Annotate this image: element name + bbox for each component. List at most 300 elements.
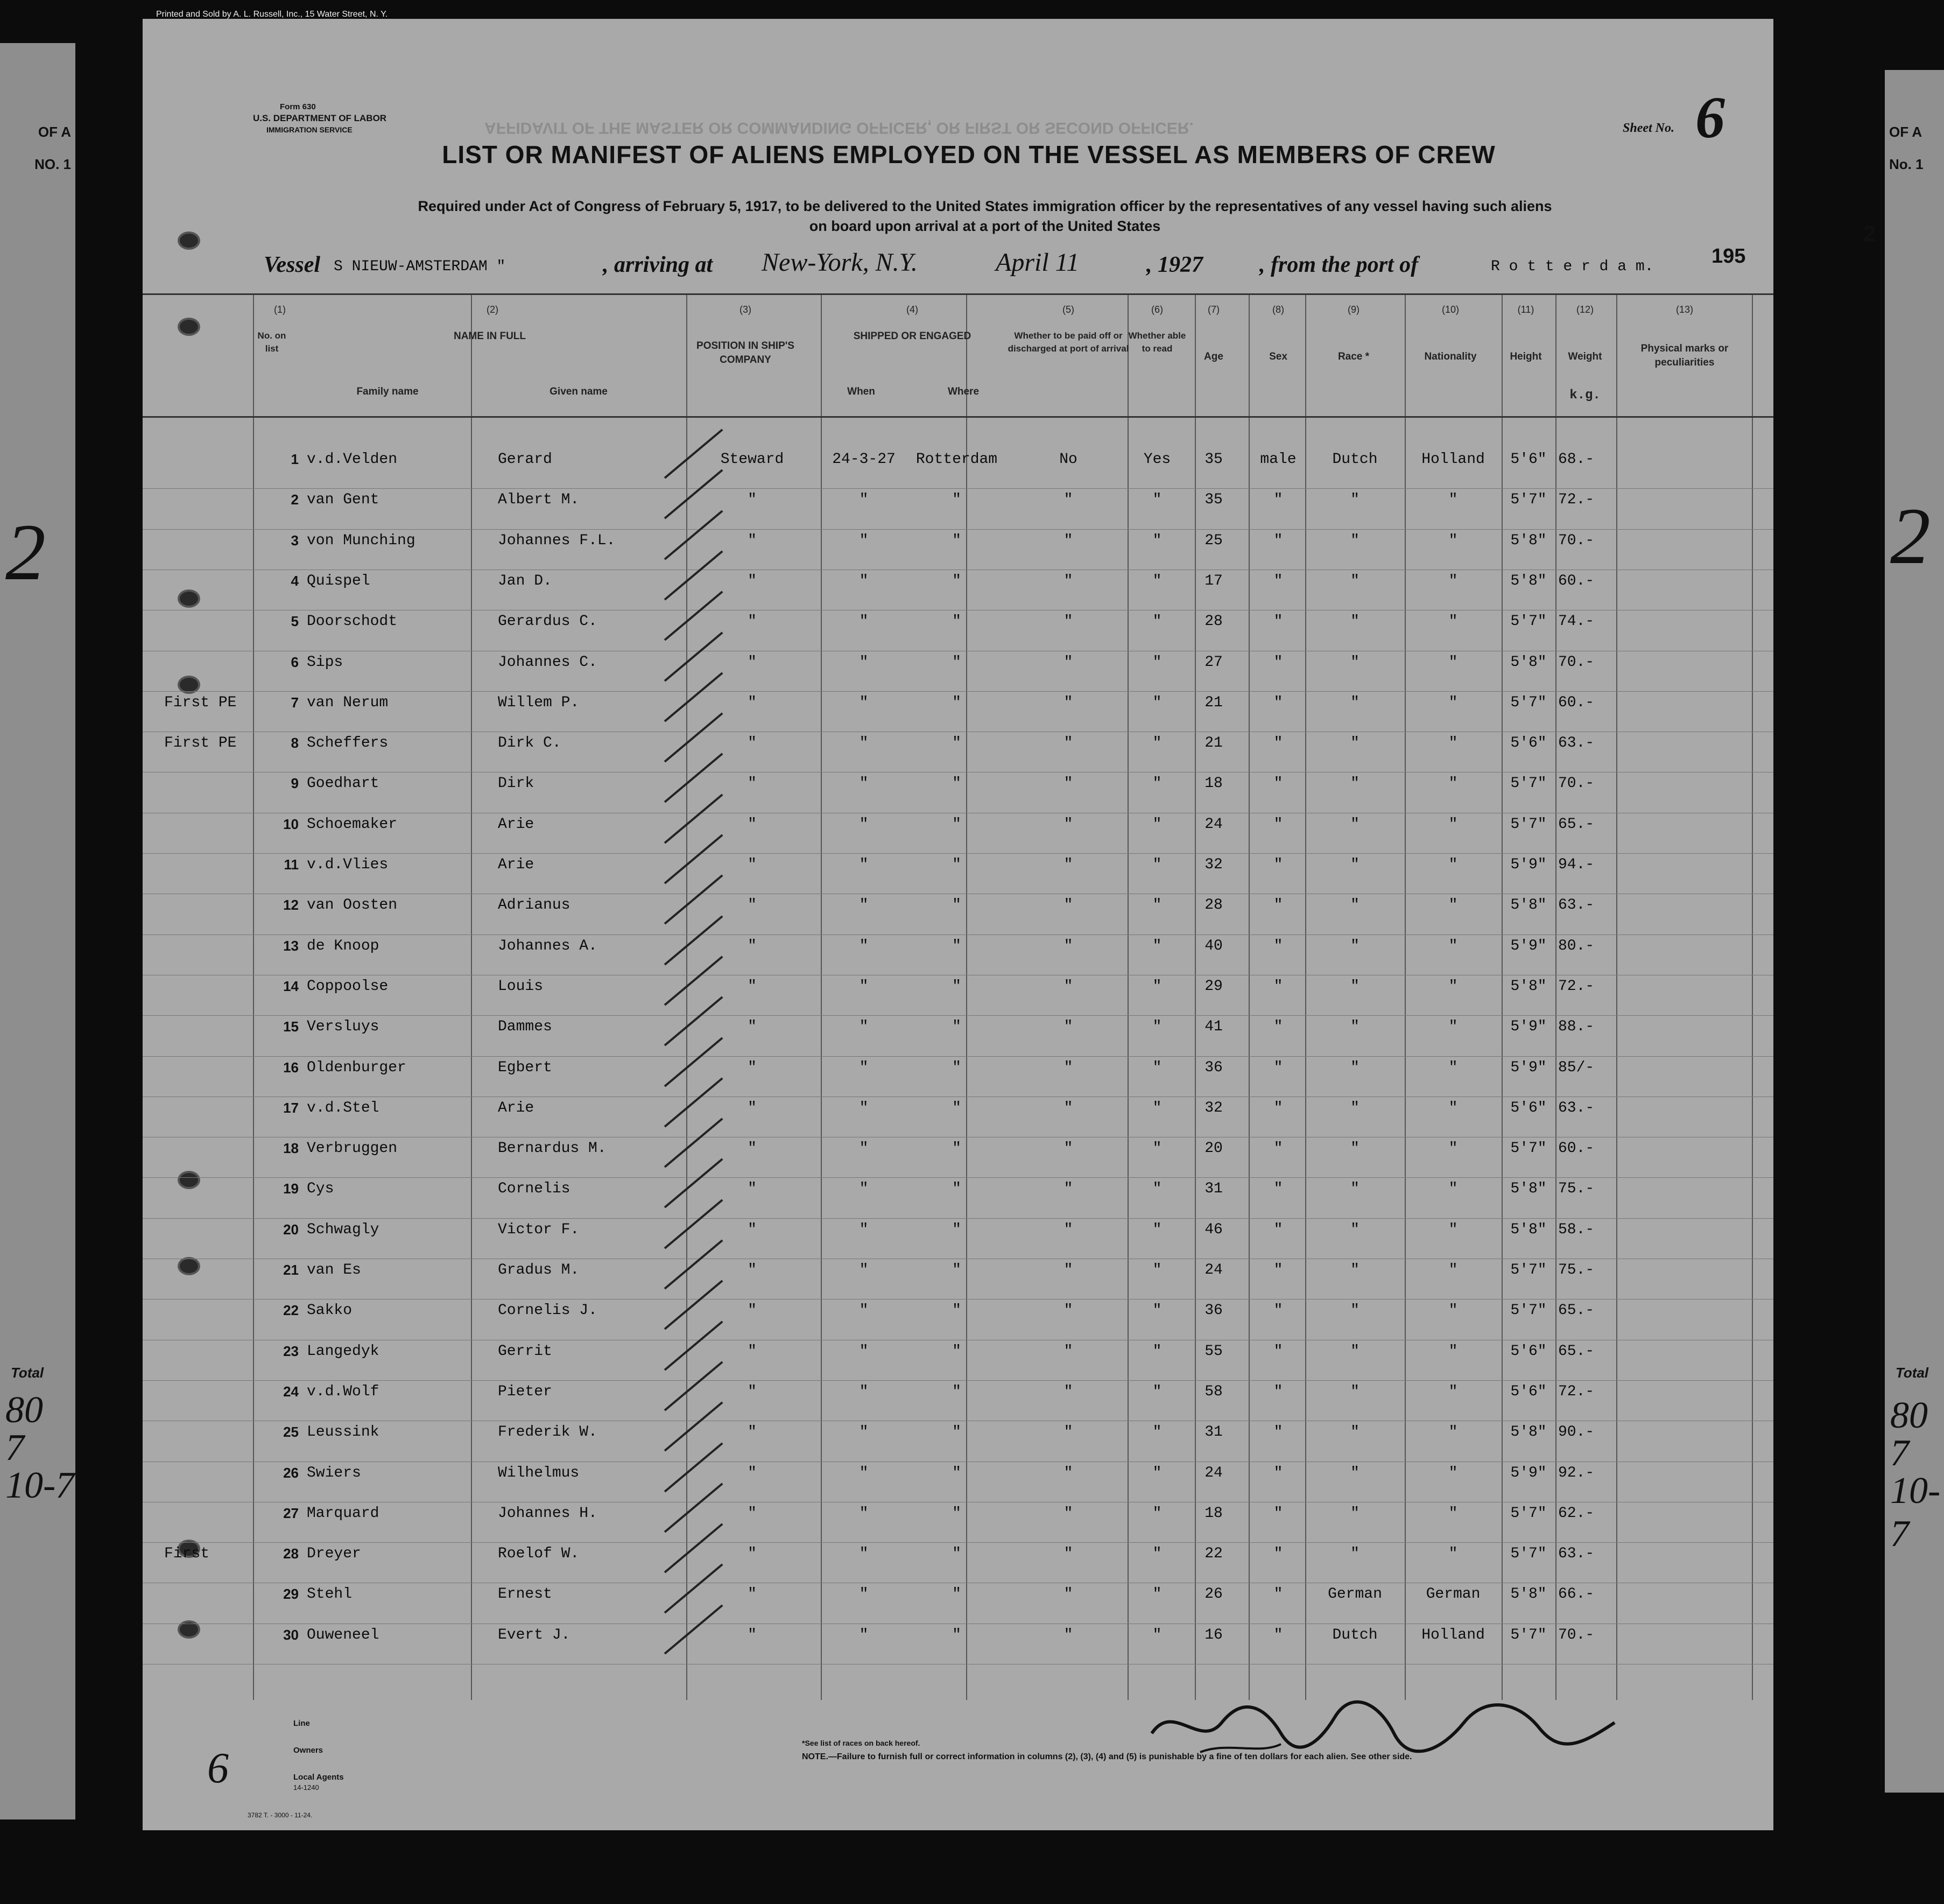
cell-sex: " bbox=[1273, 816, 1283, 833]
cell-race: " bbox=[1350, 573, 1360, 589]
cell-nationality: " bbox=[1448, 613, 1458, 630]
cell-position: " bbox=[748, 938, 757, 954]
cell-family: Marquard bbox=[307, 1505, 379, 1522]
cell-family: van Oosten bbox=[307, 897, 398, 914]
cell-paid-off: " bbox=[1063, 1018, 1073, 1035]
cell-no: 20 bbox=[283, 1221, 299, 1238]
cell-race: Dutch bbox=[1332, 1627, 1378, 1643]
cell-where: " bbox=[952, 1424, 961, 1441]
cell-age: 36 bbox=[1205, 1302, 1223, 1319]
cell-read: " bbox=[1152, 1018, 1162, 1035]
cell-weight: 70.- bbox=[1558, 775, 1595, 792]
cell-age: 55 bbox=[1205, 1343, 1223, 1360]
cell-age: 41 bbox=[1205, 1018, 1223, 1035]
cell-weight: 63.- bbox=[1558, 1100, 1595, 1116]
sheet-label: Sheet No. bbox=[1623, 121, 1674, 135]
cell-sex: " bbox=[1273, 1505, 1283, 1522]
row-rule bbox=[143, 691, 1773, 692]
weight-unit: k.g. bbox=[1569, 388, 1601, 403]
cell-read: " bbox=[1152, 1545, 1162, 1562]
cell-read: " bbox=[1152, 1383, 1162, 1400]
cell-sex: " bbox=[1273, 735, 1283, 751]
cell-when: " bbox=[859, 1262, 869, 1278]
cell-position: " bbox=[748, 1586, 757, 1603]
cell-read: " bbox=[1152, 491, 1162, 508]
cell-race: " bbox=[1350, 735, 1360, 751]
cell-race: " bbox=[1350, 1465, 1360, 1481]
cell-where: " bbox=[952, 1140, 961, 1157]
cell-read: " bbox=[1152, 1505, 1162, 1522]
cell-given: Gerardus C. bbox=[498, 613, 597, 630]
cell-when: " bbox=[859, 856, 869, 873]
cell-age: 58 bbox=[1205, 1383, 1223, 1400]
cell-race: " bbox=[1350, 856, 1360, 873]
cell-height: 5'7" bbox=[1510, 694, 1547, 711]
cell-sex: " bbox=[1273, 897, 1283, 914]
cell-no: 26 bbox=[283, 1465, 299, 1481]
cell-nationality: " bbox=[1448, 491, 1458, 508]
col-number: (7) bbox=[1208, 304, 1220, 315]
cell-family: Verbruggen bbox=[307, 1140, 398, 1157]
cell-nationality: " bbox=[1448, 694, 1458, 711]
cell-position: " bbox=[748, 816, 757, 833]
col-header-age: Age bbox=[1204, 351, 1223, 362]
cell-paid-off: " bbox=[1063, 1302, 1073, 1319]
cell-where: " bbox=[952, 1018, 961, 1035]
cell-given: Frederik W. bbox=[498, 1424, 597, 1441]
col-number: (3) bbox=[739, 304, 751, 315]
cell-read: " bbox=[1152, 897, 1162, 914]
cell-no: 18 bbox=[283, 1140, 299, 1156]
cell-race: " bbox=[1350, 1545, 1360, 1562]
cell-sex: " bbox=[1273, 573, 1283, 589]
cell-height: 5'6" bbox=[1510, 1100, 1547, 1116]
cell-no: 22 bbox=[283, 1302, 299, 1318]
cell-paid-off: " bbox=[1063, 1262, 1073, 1278]
cell-where: " bbox=[952, 654, 961, 671]
cell-family: v.d.Velden bbox=[307, 451, 398, 468]
cell-where: " bbox=[952, 1465, 961, 1481]
cell-sex: " bbox=[1273, 938, 1283, 954]
service: IMMIGRATION SERVICE bbox=[266, 125, 353, 134]
cell-age: 26 bbox=[1205, 1586, 1223, 1603]
cell-nationality: " bbox=[1448, 1100, 1458, 1116]
line-label: Line bbox=[293, 1719, 310, 1728]
col-header-able-to-read: Whether able to read bbox=[1128, 331, 1186, 354]
cell-position: " bbox=[748, 1100, 757, 1116]
cell-read: " bbox=[1152, 1465, 1162, 1481]
cell-when: " bbox=[859, 1505, 869, 1522]
cell-read: " bbox=[1152, 1100, 1162, 1116]
cell-where: " bbox=[952, 613, 961, 630]
cell-weight: 63.- bbox=[1558, 1545, 1595, 1562]
cell-given: Dirk C. bbox=[498, 735, 561, 751]
cell-given: Bernardus M. bbox=[498, 1140, 607, 1157]
cell-sex: " bbox=[1273, 1181, 1283, 1197]
cell-race: " bbox=[1350, 1424, 1360, 1441]
cell-when: " bbox=[859, 735, 869, 751]
right-margin-mark: 2 bbox=[1890, 491, 1931, 581]
cell-paid-off: " bbox=[1063, 1465, 1073, 1481]
cell-no: 12 bbox=[283, 897, 299, 913]
cell-height: 5'8" bbox=[1510, 654, 1547, 671]
col-number: (4) bbox=[906, 304, 918, 315]
right-adjacent-page bbox=[1863, 70, 1944, 1793]
cell-paid-off: " bbox=[1063, 491, 1073, 508]
printer-imprint: Printed and Sold by A. L. Russell, Inc., 15 Water Street, N. Y. bbox=[156, 10, 388, 19]
cell-where: Rotterdam bbox=[915, 451, 998, 468]
col-header-nationality: Nationality bbox=[1424, 351, 1477, 362]
cell-paid-off: " bbox=[1063, 978, 1073, 995]
cell-family: Dreyer bbox=[307, 1545, 361, 1562]
cell-age: 32 bbox=[1205, 1100, 1223, 1116]
cell-paid-off: " bbox=[1063, 897, 1073, 914]
cell-height: 5'9" bbox=[1510, 1465, 1547, 1481]
cell-paid-off: " bbox=[1063, 816, 1073, 833]
cell-age: 18 bbox=[1205, 775, 1223, 792]
cell-height: 5'8" bbox=[1510, 1181, 1547, 1197]
cell-height: 5'7" bbox=[1510, 491, 1547, 508]
cell-read: " bbox=[1152, 775, 1162, 792]
cell-family: Versluys bbox=[307, 1018, 379, 1035]
cell-race: " bbox=[1350, 1100, 1360, 1116]
cell-height: 5'7" bbox=[1510, 816, 1547, 833]
cell-position: " bbox=[748, 1343, 757, 1360]
cell-nationality: " bbox=[1448, 1424, 1458, 1441]
cell-no: 17 bbox=[283, 1100, 299, 1116]
cell-paid-off: " bbox=[1063, 856, 1073, 873]
cell-weight: 72.- bbox=[1558, 491, 1595, 508]
cell-height: 5'8" bbox=[1510, 1586, 1547, 1603]
cell-weight: 92.- bbox=[1558, 1465, 1595, 1481]
cell-given: Gerrit bbox=[498, 1343, 552, 1360]
department: U.S. DEPARTMENT OF LABOR bbox=[253, 113, 387, 123]
cell-position: " bbox=[748, 1140, 757, 1157]
cell-sex: " bbox=[1273, 491, 1283, 508]
cell-sex: " bbox=[1273, 654, 1283, 671]
cell-paid-off: " bbox=[1063, 1383, 1073, 1400]
cell-weight: 74.- bbox=[1558, 613, 1595, 630]
sheet-number: 6 bbox=[1695, 85, 1725, 150]
cell-no: 15 bbox=[283, 1018, 299, 1035]
cell-when: " bbox=[859, 816, 869, 833]
cell-when: " bbox=[859, 978, 869, 995]
left-total-value: 10-7 bbox=[5, 1465, 75, 1506]
col-number: (10) bbox=[1441, 304, 1459, 315]
cell-height: 5'8" bbox=[1510, 978, 1547, 995]
cell-given: Wilhelmus bbox=[498, 1465, 580, 1481]
cell-race: " bbox=[1350, 1343, 1360, 1360]
cell-family: Doorschodt bbox=[307, 613, 398, 630]
page-title: LIST OR MANIFEST OF ALIENS EMPLOYED ON THE VESSEL AS MEMBERS OF CREW bbox=[442, 140, 1496, 168]
cell-read: Yes bbox=[1143, 451, 1171, 468]
cell-age: 29 bbox=[1205, 978, 1223, 995]
cell-read: " bbox=[1152, 1059, 1162, 1076]
cell-position: " bbox=[748, 532, 757, 549]
cell-given: Arie bbox=[498, 816, 534, 833]
cell-when: " bbox=[859, 573, 869, 589]
cell-age: 36 bbox=[1205, 1059, 1223, 1076]
cell-where: " bbox=[952, 978, 961, 995]
cell-weight: 70.- bbox=[1558, 654, 1595, 671]
cell-nationality: " bbox=[1448, 654, 1458, 671]
cell-given: Louis bbox=[498, 978, 544, 995]
cell-age: 46 bbox=[1205, 1221, 1223, 1238]
cell-family: Cys bbox=[307, 1181, 334, 1197]
cell-position: " bbox=[748, 897, 757, 914]
cell-height: 5'7" bbox=[1510, 1302, 1547, 1319]
cell-when: " bbox=[859, 1424, 869, 1441]
cell-nationality: Holland bbox=[1421, 1627, 1485, 1643]
cell-nationality: " bbox=[1448, 856, 1458, 873]
cell-given: Cornelis bbox=[498, 1181, 570, 1197]
cell-race: " bbox=[1350, 532, 1360, 549]
cell-family: Swiers bbox=[307, 1465, 361, 1481]
cell-nationality: " bbox=[1448, 573, 1458, 589]
cell-position: " bbox=[748, 654, 757, 671]
cell-age: 40 bbox=[1205, 938, 1223, 954]
cell-weight: 58.- bbox=[1558, 1221, 1595, 1238]
cell-weight: 65.- bbox=[1558, 1302, 1595, 1319]
arrival-port: New-York, N.Y. bbox=[762, 248, 918, 277]
cell-no: 4 bbox=[291, 573, 299, 589]
cell-given: Gradus M. bbox=[498, 1262, 580, 1278]
cell-race: " bbox=[1350, 1505, 1360, 1522]
cell-age: 28 bbox=[1205, 613, 1223, 630]
cell-paid-off: " bbox=[1063, 694, 1073, 711]
col-header-physical-marks: Physical marks or peculiarities bbox=[1640, 343, 1729, 368]
cell-given: Dammes bbox=[498, 1018, 552, 1035]
cell-position: " bbox=[748, 573, 757, 589]
reversed-affidavit-heading: AFFIDAVIT OF THE MASTER OR COMMANDING OFFICER, OR FIRST OR SECOND OFFICER. bbox=[484, 119, 1194, 137]
cell-height: 5'7" bbox=[1510, 1627, 1547, 1643]
cell-nationality: " bbox=[1448, 897, 1458, 914]
right-total-value: 10-7 bbox=[1890, 1470, 1941, 1555]
left-tab-label: NO. 1 bbox=[34, 156, 71, 172]
cell-height: 5'8" bbox=[1510, 1221, 1547, 1238]
col-header-given-name: Given name bbox=[550, 386, 608, 397]
cell-where: " bbox=[952, 816, 961, 833]
cell-nationality: " bbox=[1448, 1018, 1458, 1035]
cell-weight: 90.- bbox=[1558, 1424, 1595, 1441]
cell-given: Victor F. bbox=[498, 1221, 580, 1238]
cell-read: " bbox=[1152, 613, 1162, 630]
cell-sex: " bbox=[1273, 613, 1283, 630]
col-header-position: POSITION IN SHIP'S COMPANY bbox=[696, 340, 794, 366]
cell-nationality: " bbox=[1448, 1140, 1458, 1157]
cell-height: 5'7" bbox=[1510, 613, 1547, 630]
cell-position: " bbox=[748, 1424, 757, 1441]
cell-sex: " bbox=[1273, 1302, 1283, 1319]
cell-nationality: " bbox=[1448, 1181, 1458, 1197]
cell-nationality: " bbox=[1448, 1545, 1458, 1562]
col-number: (2) bbox=[487, 304, 498, 315]
cell-paid-off: " bbox=[1063, 1505, 1073, 1522]
col-number: (12) bbox=[1576, 304, 1594, 315]
cell-position: " bbox=[748, 1627, 757, 1643]
cell-where: " bbox=[952, 1627, 961, 1643]
cell-height: 5'6" bbox=[1510, 1383, 1547, 1400]
row-rule bbox=[143, 1056, 1773, 1057]
col-header-name: NAME IN FULL bbox=[453, 331, 526, 342]
cell-no: 30 bbox=[283, 1627, 299, 1643]
cell-read: " bbox=[1152, 816, 1162, 833]
row-rule bbox=[143, 1015, 1773, 1016]
cell-paid-off: " bbox=[1063, 1059, 1073, 1076]
col-number: (11) bbox=[1517, 304, 1534, 315]
cell-family: v.d.Vlies bbox=[307, 856, 389, 873]
cell-weight: 80.- bbox=[1558, 938, 1595, 954]
cell-weight: 75.- bbox=[1558, 1262, 1595, 1278]
cell-race: " bbox=[1350, 613, 1360, 630]
cell-where: " bbox=[952, 1302, 961, 1319]
cell-height: 5'8" bbox=[1510, 532, 1547, 549]
cell-read: " bbox=[1152, 1302, 1162, 1319]
right-total-value: 80 bbox=[1890, 1395, 1928, 1436]
penalty-note: NOTE.—Failure to furnish full or correct information in columns (2), (3), (4) and (5) is punishable by a fine of ten dollars for each alien. See other side. bbox=[802, 1752, 1412, 1761]
cell-age: 16 bbox=[1205, 1627, 1223, 1643]
cell-position: " bbox=[748, 978, 757, 995]
cell-age: 35 bbox=[1205, 451, 1223, 468]
cell-where: " bbox=[952, 897, 961, 914]
cell-when: " bbox=[859, 1059, 869, 1076]
cell-height: 5'7" bbox=[1510, 775, 1547, 792]
cell-family: v.d.Wolf bbox=[307, 1383, 379, 1400]
left-total-value: 80 bbox=[5, 1389, 43, 1431]
cell-when: " bbox=[859, 1181, 869, 1197]
cell-weight: 60.- bbox=[1558, 1140, 1595, 1157]
cell-where: " bbox=[952, 1383, 961, 1400]
cell-height: 5'6" bbox=[1510, 451, 1547, 468]
cell-race: " bbox=[1350, 938, 1360, 954]
cell-given: Cornelis J. bbox=[498, 1302, 597, 1319]
cell-where: " bbox=[952, 1059, 961, 1076]
cell-weight: 60.- bbox=[1558, 573, 1595, 589]
cell-age: 21 bbox=[1205, 694, 1223, 711]
cell-family: Schwagly bbox=[307, 1221, 379, 1238]
cell-where: " bbox=[952, 1586, 961, 1603]
cell-read: " bbox=[1152, 1627, 1162, 1643]
cell-paid-off: " bbox=[1063, 1343, 1073, 1360]
right-total-value: 7 bbox=[1890, 1432, 1909, 1474]
cell-given: Adrianus bbox=[498, 897, 570, 914]
cell-given: Roelof W. bbox=[498, 1545, 580, 1562]
cell-nationality: " bbox=[1448, 1505, 1458, 1522]
cell-nationality: " bbox=[1448, 816, 1458, 833]
col-header-sex: Sex bbox=[1269, 351, 1287, 362]
cell-race: " bbox=[1350, 694, 1360, 711]
cell-nationality: " bbox=[1448, 1221, 1458, 1238]
cell-no: 27 bbox=[283, 1505, 299, 1521]
right-tab-label: No. 1 bbox=[1889, 156, 1924, 172]
cell-sex: " bbox=[1273, 1545, 1283, 1562]
cell-where: " bbox=[952, 735, 961, 751]
cell-position: " bbox=[748, 856, 757, 873]
row-rule bbox=[143, 1177, 1773, 1178]
cell-paid-off: " bbox=[1063, 938, 1073, 954]
cell-when: 24-3-27 bbox=[832, 451, 896, 468]
left-tab-label: OF A bbox=[38, 124, 71, 140]
cell-family: Ouweneel bbox=[307, 1627, 379, 1643]
cell-read: " bbox=[1152, 1262, 1162, 1278]
cell-age: 35 bbox=[1205, 491, 1223, 508]
cell-given: Johannes C. bbox=[498, 654, 597, 671]
cell-sex: " bbox=[1273, 856, 1283, 873]
cell-race: " bbox=[1350, 978, 1360, 995]
cell-age: 24 bbox=[1205, 816, 1223, 833]
signature bbox=[1141, 1690, 1652, 1766]
cell-where: " bbox=[952, 491, 961, 508]
cell-when: " bbox=[859, 1100, 869, 1116]
cell-paid-off: " bbox=[1063, 1140, 1073, 1157]
subtitle-line-2: on board upon arrival at a port of the United States bbox=[809, 218, 1161, 234]
cell-age: 27 bbox=[1205, 654, 1223, 671]
col-header-family-name: Family name bbox=[356, 386, 419, 397]
row-rule bbox=[143, 529, 1773, 530]
cell-given: Johannes H. bbox=[498, 1505, 597, 1522]
cell-age: 24 bbox=[1205, 1465, 1223, 1481]
cell-sex: " bbox=[1273, 1424, 1283, 1441]
cell-family: Coppoolse bbox=[307, 978, 389, 995]
cell-age: 31 bbox=[1205, 1181, 1223, 1197]
cell-weight: 63.- bbox=[1558, 897, 1595, 914]
cell-no: 21 bbox=[283, 1262, 299, 1278]
cell-nationality: " bbox=[1448, 1465, 1458, 1481]
cell-position: " bbox=[748, 1505, 757, 1522]
cell-given: Willem P. bbox=[498, 694, 580, 711]
col-number: (8) bbox=[1272, 304, 1284, 315]
cell-when: " bbox=[859, 1545, 869, 1562]
cell-given: Johannes A. bbox=[498, 938, 597, 954]
cell-when: " bbox=[859, 1465, 869, 1481]
cell-sex: " bbox=[1273, 694, 1283, 711]
right-tab-label: OF A bbox=[1889, 124, 1922, 140]
side-number: 195 bbox=[1711, 245, 1746, 268]
agents-label: Local Agents bbox=[293, 1773, 344, 1782]
col-number: (13) bbox=[1675, 304, 1693, 315]
cell-race: " bbox=[1350, 1221, 1360, 1238]
cell-weight: 68.- bbox=[1558, 451, 1595, 468]
cell-position: " bbox=[748, 694, 757, 711]
cell-no: 14 bbox=[283, 978, 299, 994]
cell-when: " bbox=[859, 1383, 869, 1400]
cell-when: " bbox=[859, 1140, 869, 1157]
cell-height: 5'8" bbox=[1510, 573, 1547, 589]
cell-height: 5'8" bbox=[1510, 897, 1547, 914]
cell-given: Jan D. bbox=[498, 573, 552, 589]
cell-weight: 88.- bbox=[1558, 1018, 1595, 1035]
cell-read: " bbox=[1152, 1424, 1162, 1441]
cell-race: " bbox=[1350, 897, 1360, 914]
cell-nationality: " bbox=[1448, 1262, 1458, 1278]
cell-sex: " bbox=[1273, 1465, 1283, 1481]
cell-height: 5'9" bbox=[1510, 856, 1547, 873]
cell-race: " bbox=[1350, 1140, 1360, 1157]
col-header-where: Where bbox=[947, 386, 980, 397]
left-total-value: 7 bbox=[5, 1427, 24, 1469]
cell-weight: 75.- bbox=[1558, 1181, 1595, 1197]
cell-weight: 72.- bbox=[1558, 1383, 1595, 1400]
cell-paid-off: " bbox=[1063, 532, 1073, 549]
cell-race: " bbox=[1350, 1262, 1360, 1278]
cell-given: Albert M. bbox=[498, 491, 580, 508]
cell-sex: " bbox=[1273, 532, 1283, 549]
cell-where: " bbox=[952, 1505, 961, 1522]
cell-given: Gerard bbox=[498, 451, 552, 468]
cell-read: " bbox=[1152, 1221, 1162, 1238]
cell-position: " bbox=[748, 1221, 757, 1238]
cell-position: " bbox=[748, 1262, 757, 1278]
